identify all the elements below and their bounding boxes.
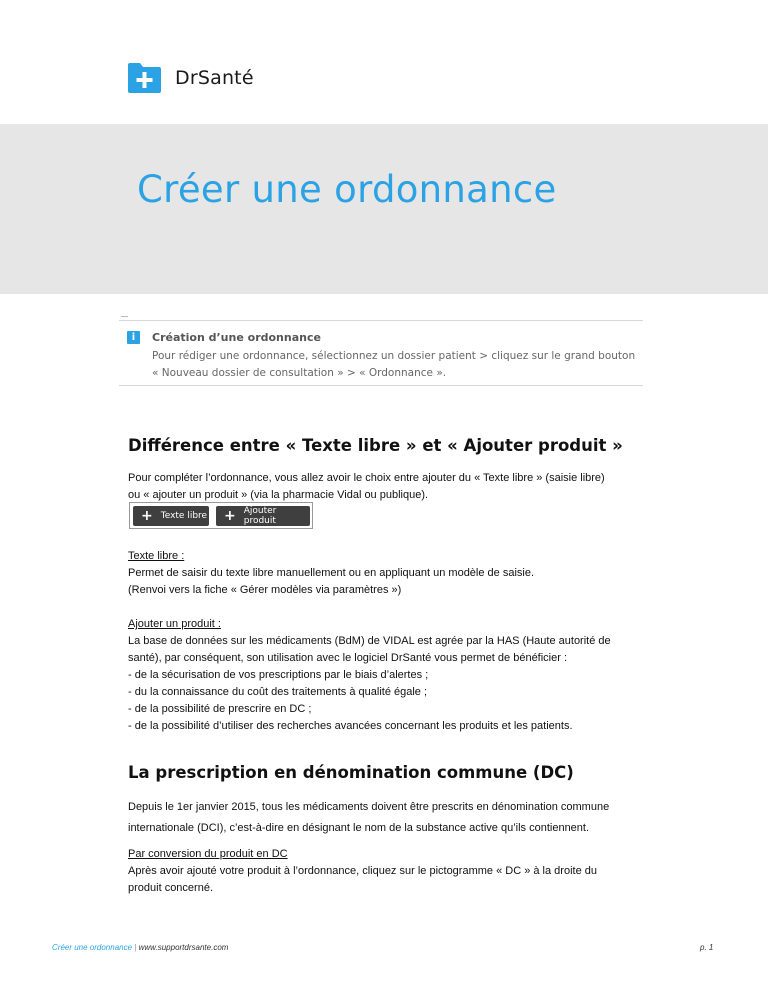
free-text-block xyxy=(128,548,644,599)
folder-plus-icon xyxy=(128,63,161,93)
benefits-list xyxy=(128,667,644,735)
add-product-button-label: Ajouter produit xyxy=(243,506,277,526)
info-note xyxy=(119,320,643,386)
free-text-label: Texte libre : xyxy=(128,550,185,562)
note-title: Création d’une ordonnance xyxy=(152,331,321,344)
list-item: - de la possibilité d’utiliser des recherches avancées concernant les produits et les patients. xyxy=(128,720,573,732)
page-number: p. 1 xyxy=(700,943,714,952)
footer-doc-title: Créer une ordonnance xyxy=(52,943,133,952)
add-product-label: Ajouter un produit : xyxy=(128,618,221,630)
section-heading-dc: La prescription en dénomination commune (DC) xyxy=(128,763,574,782)
text-line: ou « ajouter un produit » (via la pharmacie Vidal ou publique). xyxy=(128,489,429,501)
free-text-button[interactable] xyxy=(133,506,209,526)
text-line: La base de données sur les médicaments (BdM) de VIDAL est agrée par la HAS (Haute autorité de xyxy=(128,635,611,647)
add-product-block xyxy=(128,616,644,735)
text-line: internationale (DCI), c’est-à-dire en désignant le nom de la substance active qu’ils contiennent. xyxy=(128,822,590,834)
text-line: (Renvoi vers la fiche « Gérer modèles via paramètres ») xyxy=(128,584,402,596)
dc-conversion-block xyxy=(128,846,644,897)
footer-separator: | xyxy=(134,943,137,952)
list-item: - de la sécurisation de vos prescriptions par le biais d’alertes ; xyxy=(128,669,429,681)
dc-intro xyxy=(128,797,644,839)
list-item: - de la possibilité de prescrire en DC ; xyxy=(128,703,312,715)
add-product-button[interactable] xyxy=(216,506,310,526)
page-title: Créer une ordonnance xyxy=(137,168,557,211)
text-line: Après avoir ajouté votre produit à l’ordonnance, cliquez sur le pictogramme « DC » à la droite du xyxy=(128,865,597,877)
text-line: Pour compléter l’ordonnance, vous allez avoir le choix entre ajouter du « Texte libre » (saisie libre) xyxy=(128,472,605,484)
text-line: Permet de saisir du texte libre manuellement ou en appliquant un modèle de saisie. xyxy=(128,567,535,579)
footer-left xyxy=(52,943,228,952)
free-text-button-label: Texte libre xyxy=(160,511,208,521)
info-icon: i xyxy=(127,331,140,344)
note-body xyxy=(152,348,642,381)
brand-name: DrSanté xyxy=(175,67,254,89)
note-line: Pour rédiger une ordonnance, sélectionnez un dossier patient > cliquez sur le grand bouton xyxy=(152,350,636,362)
title-banner xyxy=(0,124,768,294)
brand-logo xyxy=(128,63,254,93)
list-item: - du la connaissance du coût des traitements à qualité égale ; xyxy=(128,686,428,698)
footer-site-link[interactable]: www.supportdrsante.com xyxy=(138,943,229,952)
plus-icon: + xyxy=(224,508,236,524)
section-intro xyxy=(128,470,644,504)
plus-icon: + xyxy=(141,508,153,524)
section-heading-difference: Différence entre « Texte libre » et « Ajouter produit » xyxy=(128,436,623,455)
text-line: Depuis le 1er janvier 2015, tous les médicaments doivent être prescrits en dénomination commune xyxy=(128,801,610,813)
text-line: santé), par conséquent, son utilisation avec le logiciel DrSanté vous permet de bénéficier : xyxy=(128,652,568,664)
conversion-label: Par conversion du produit en DC xyxy=(128,848,288,860)
note-line: « Nouveau dossier de consultation » > « Ordonnance ». xyxy=(152,366,447,379)
divider-tick xyxy=(121,316,128,317)
text-line: produit concerné. xyxy=(128,882,213,894)
